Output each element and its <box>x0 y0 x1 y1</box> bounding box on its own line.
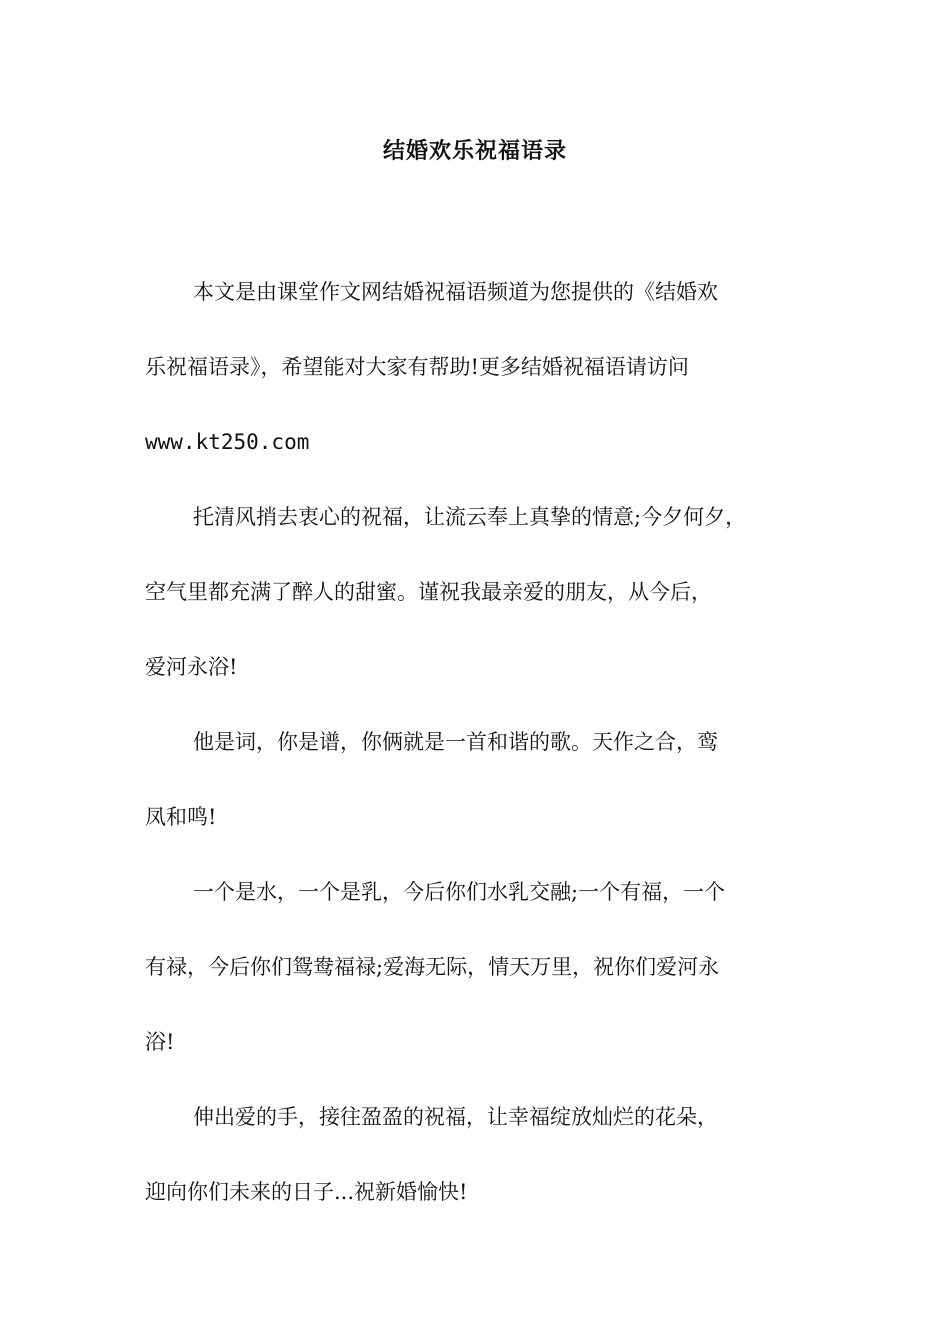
paragraph-line: 空气里都充满了醉人的甜蜜。谨祝我最亲爱的朋友，从今后， <box>145 580 712 604</box>
paragraph-line: 托清风捎去衷心的祝福，让流云奉上真挚的情意;今夕何夕， <box>193 505 747 529</box>
paragraph-line: 爱河永浴! <box>145 655 238 679</box>
paragraph-blessing-1 <box>145 480 810 705</box>
paragraph-line: 浴! <box>145 1030 175 1054</box>
paragraph-line: 迎向你们未来的日子...祝新婚愉快! <box>145 1180 468 1204</box>
paragraph-line: 伸出爱的手，接往盈盈的祝福，让幸福绽放灿烂的花朵， <box>193 1105 718 1129</box>
document-title: 结婚欢乐祝福语录 <box>382 139 567 164</box>
paragraph-blessing-3 <box>145 855 810 1080</box>
paragraph-blessing-2 <box>145 705 810 855</box>
paragraph-line: 本文是由课堂作文网结婚祝福语频道为您提供的《结婚欢 <box>193 280 718 304</box>
paragraph-line: 有禄，今后你们鸳鸯福禄;爱海无际，情天万里，祝你们爱河永 <box>145 955 720 979</box>
document-body <box>145 255 810 1230</box>
paragraph-line: 乐祝福语录》，希望能对大家有帮助!更多结婚祝福语请访问 <box>145 355 689 379</box>
paragraph-line: 他是词，你是谱，你俩就是一首和谐的歌。天作之合，鸾 <box>193 730 718 754</box>
paragraph-blessing-4 <box>145 1080 810 1230</box>
paragraph-intro <box>145 255 810 480</box>
paragraph-line: 一个是水，一个是乳，今后你们水乳交融;一个有福，一个 <box>193 880 726 904</box>
paragraph-line: 凤和鸣! <box>145 805 217 829</box>
website-link-text: www.kt250.com <box>145 430 310 454</box>
